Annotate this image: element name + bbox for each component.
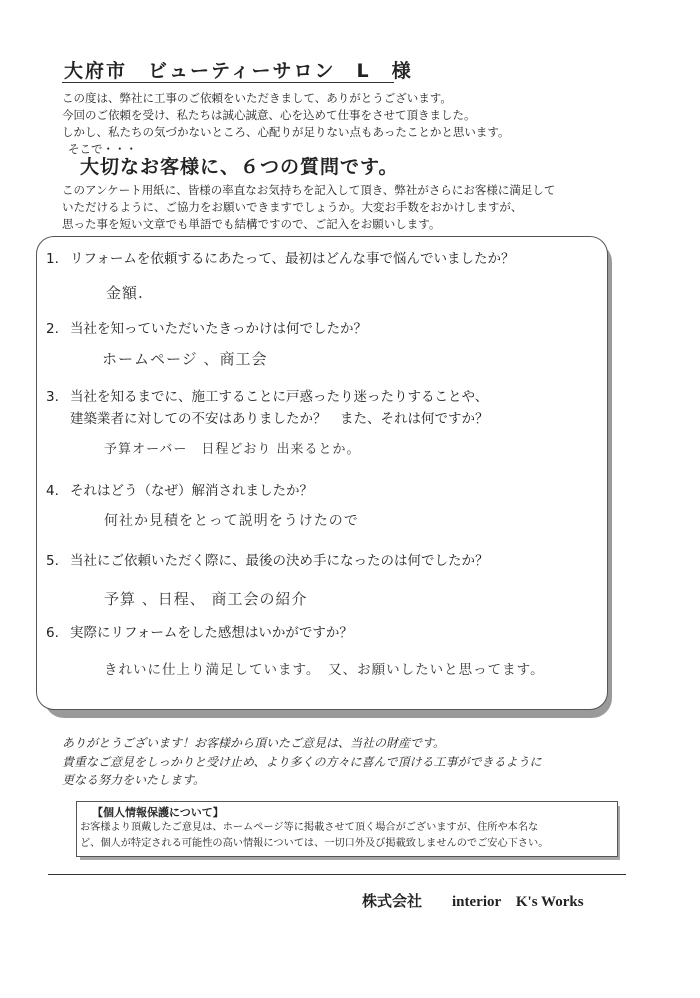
question-number: 4. — [46, 483, 59, 499]
question-text: 当社を知っていただいたきっかけは何でしたか？ — [70, 321, 367, 337]
request-line: いただけるように、ご協力をお願いできますでしょうか。大変お手数をおかけしますが、 — [62, 200, 523, 214]
question-text: 当社を知るまでに、施工することに戸惑ったり迷ったりすることや、 — [70, 389, 489, 405]
headline: 大切なお客様に、６つの質問です。 — [80, 156, 399, 178]
question-1 — [46, 248, 515, 270]
intro-line: この度は、弊社に工事のご依頼をいただきまして、ありがとうございます。 — [62, 91, 452, 105]
title-underline — [62, 82, 394, 83]
privacy-title: 【個人情報保護について】 — [92, 806, 224, 819]
answer-6: きれいに仕上り満足しています。 又、お願いしたいと思ってます。 — [104, 662, 545, 678]
thanks-line: 更なる努力をいたします。 — [62, 773, 206, 787]
page-title: 大府市 ビューティーサロン L 様 — [64, 60, 413, 82]
request-text — [62, 182, 555, 233]
intro-line: 今回のご依頼を受け、私たちは誠心誠意、心を込めて仕事をさせて頂きました。 — [62, 108, 476, 122]
request-line: このアンケート用紙に、皆様の率直なお気持ちを記入して頂き、弊社がさらにお客様に満足して — [62, 183, 556, 197]
question-text: 当社にご依頼いただく際に、最後の決め手になったのは何でしたか？ — [70, 553, 489, 569]
question-6 — [46, 622, 353, 644]
answer-3: 予算オーバー 日程どおり 出来るとか。 — [104, 442, 361, 457]
question-2 — [46, 318, 367, 340]
question-3 — [46, 386, 489, 430]
request-line: 思った事を短い文章でも単語でも結構ですので、ご記入をお願いします。 — [62, 217, 441, 231]
thanks-line: ありがとうございます！お客様から頂いたご意見は、当社の財産です。 — [62, 736, 446, 750]
question-text: 実際にリフォームをした感想はいかがですか？ — [70, 625, 353, 641]
footer-divider — [48, 874, 626, 875]
intro-text — [62, 90, 509, 158]
question-number: 5. — [46, 553, 59, 569]
question-number: 6. — [46, 625, 59, 641]
privacy-line: お客様より頂戴したご意見は、ホームページ等に掲載させて頂く場合がございますが、住所や本名な — [80, 822, 539, 833]
question-text: リフォームを依頼するにあたって、最初はどんな事で悩んでいましたか？ — [70, 251, 515, 267]
privacy-line: ど、個人が特定される可能性の高い情報については、一切口外及び掲載致しませんのでご安心下さい。 — [80, 838, 549, 849]
answer-5: 予算 、日程、 商工会の紹介 — [104, 590, 308, 608]
question-number: 1. — [46, 251, 59, 267]
company-name: 株式会社 interior K's Works — [362, 894, 584, 910]
answer-1: 金額. — [106, 284, 144, 302]
question-4 — [46, 480, 313, 502]
intro-line: そこで・・・ — [68, 142, 137, 156]
answer-2: ホームページ 、商工会 — [102, 350, 268, 368]
question-number: 2. — [46, 321, 59, 337]
question-5 — [46, 550, 489, 572]
question-text: それはどう（なぜ）解消されましたか？ — [70, 483, 313, 499]
thanks-line: 貴重なご意見をしっかりと受け止め、より多くの方々に喜んで頂ける工事ができるように — [62, 754, 542, 769]
privacy-text — [80, 820, 548, 852]
intro-line: しかし、私たちの気づかないところ、心配りが足りない点もあったことかと思います。 — [62, 125, 510, 139]
question-text-line-2: 建築業者に対しての不安はありましたか？ また、それは何ですか？ — [70, 411, 489, 427]
question-number: 3. — [46, 389, 59, 405]
answer-4: 何社か見積をとって説明をうけたので — [104, 513, 359, 529]
thanks-message — [62, 734, 542, 790]
